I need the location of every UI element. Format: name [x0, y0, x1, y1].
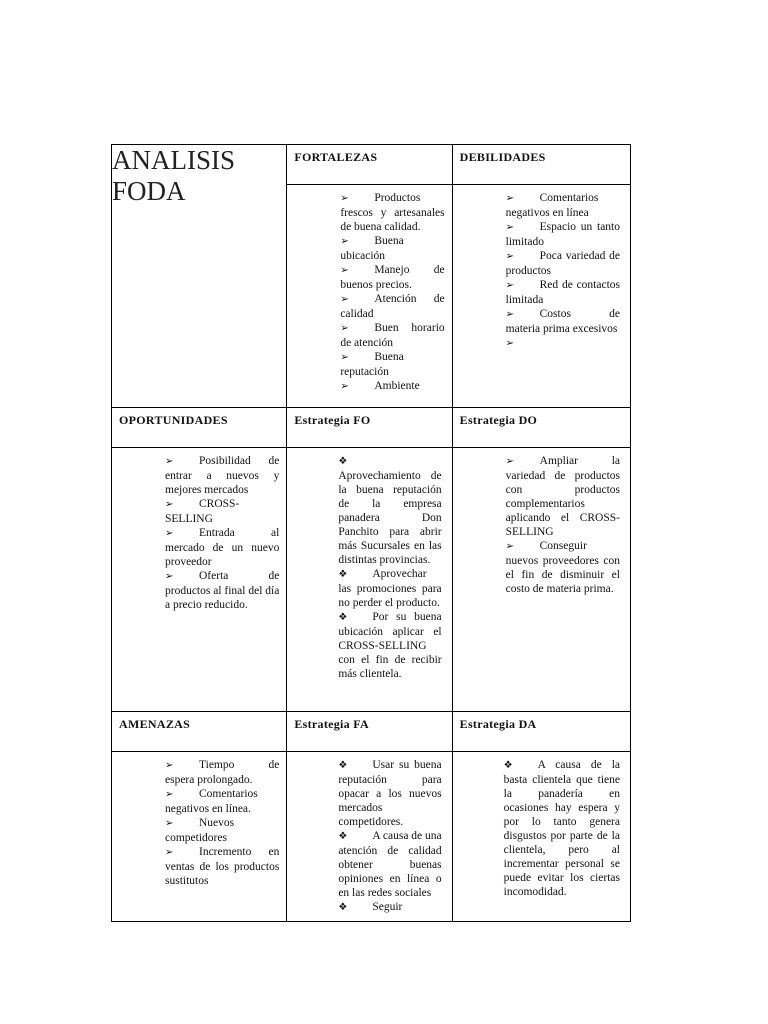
fa-cell	[287, 752, 452, 922]
oportunidades-header-cell	[112, 408, 287, 448]
do-cell	[452, 448, 630, 712]
arrow-bullet-icon: ➢	[165, 528, 174, 539]
list-item-text: Buena ubicación	[340, 235, 404, 262]
list-item-text: Oferta de productos al final del día a precio reducido.	[165, 570, 280, 611]
diamond-bullet-icon: ❖	[338, 456, 348, 467]
arrow-bullet-icon: ➢	[165, 456, 174, 467]
fo-cell	[287, 448, 452, 712]
list-item-text: Buen horario de atención	[340, 322, 445, 349]
da-cell	[452, 752, 630, 922]
list-item-text: Usar su buena reputación para opacar a los nuevos mercados competidores.	[338, 759, 442, 828]
list-item	[165, 758, 279, 787]
fo-header: Estrategia FO	[294, 413, 371, 427]
da-list	[453, 752, 630, 899]
list-item	[506, 307, 620, 336]
list-item	[340, 263, 444, 292]
list-item	[504, 758, 620, 899]
list-item	[338, 758, 441, 829]
list-item	[506, 249, 620, 278]
list-item	[165, 454, 279, 497]
arrow-bullet-icon: ➢	[340, 381, 349, 392]
list-item	[165, 526, 279, 569]
list-item	[340, 234, 444, 263]
list-item-text: Por su buena ubicación aplicar el CROSS-SELLING con el fin de recibir más clientela.	[338, 611, 442, 680]
arrow-bullet-icon: ➢	[340, 265, 349, 276]
arrow-bullet-icon: ➢	[340, 193, 349, 204]
arrow-bullet-icon: ➢	[165, 760, 174, 771]
debilidades-cell	[452, 185, 630, 408]
list-item	[338, 829, 441, 900]
oportunidades-header: OPORTUNIDADES	[119, 413, 228, 427]
da-header-cell	[452, 712, 630, 752]
list-item-text: Manejo de buenos precios.	[340, 264, 445, 291]
list-item-text: Seguir	[372, 901, 403, 913]
arrow-bullet-icon: ➢	[505, 338, 515, 349]
arrow-bullet-icon: ➢	[165, 789, 174, 800]
list-item	[338, 567, 441, 610]
arrow-bullet-icon: ➢	[165, 499, 174, 510]
list-item-text: Conseguir nuevos proveedores con el fin de disminuir el costo de materia prima.	[505, 540, 620, 595]
list-item-text: Entrada al mercado de un nuevo proveedor	[165, 527, 280, 568]
amenazas-header: AMENAZAS	[119, 717, 191, 731]
list-item-text: Ampliar la variedad de productos con productos complementarios aplicando el CROSS-SELLING	[505, 455, 620, 538]
title-cell	[112, 145, 287, 408]
fortalezas-cell	[287, 185, 452, 408]
header-row-3	[112, 712, 631, 752]
arrow-bullet-icon: ➢	[505, 251, 515, 262]
arrow-bullet-icon: ➢	[165, 818, 174, 829]
oportunidades-list	[112, 448, 286, 612]
list-item	[506, 454, 620, 539]
arrow-bullet-icon: ➢	[340, 236, 349, 247]
list-item-text: Posibilidad de entrar a nuevos y mejores mercados	[165, 455, 280, 496]
list-item	[340, 379, 444, 394]
list-item	[340, 292, 444, 321]
diamond-bullet-icon: ❖	[338, 612, 348, 623]
amenazas-list	[112, 752, 286, 888]
fortalezas-header: FORTALEZAS	[294, 150, 378, 164]
content-row-3	[112, 752, 631, 922]
title-line-2: FODA	[112, 176, 186, 206]
list-item-text: CROSS-SELLING	[165, 498, 240, 525]
debilidades-header-cell	[452, 145, 630, 185]
list-item-text: Buena reputación	[340, 351, 404, 378]
list-item	[338, 610, 441, 681]
arrow-bullet-icon: ➢	[505, 193, 515, 204]
content-row-2	[112, 448, 631, 712]
diamond-bullet-icon: ❖	[338, 760, 348, 771]
list-item-text: A causa de la basta clientela que tiene la panadería en ocasiones hay espera y por lo tanto genera disgustos por parte de la clientela, pero al incrementar personal se puede evitar los ciertas incomodidad.	[503, 759, 620, 898]
header-row-2	[112, 408, 631, 448]
fa-header: Estrategia FA	[294, 717, 369, 731]
list-item	[165, 497, 279, 526]
do-header: Estrategia DO	[459, 413, 538, 427]
arrow-bullet-icon: ➢	[505, 280, 515, 291]
list-item-text: Tiempo de espera prolongado.	[165, 759, 280, 786]
list-item-text: Ambiente	[374, 380, 420, 392]
fortalezas-list	[287, 185, 451, 394]
arrow-bullet-icon: ➢	[505, 222, 515, 233]
fo-list	[287, 448, 451, 681]
list-item	[340, 191, 444, 234]
list-item-text: Comentarios negativos en línea.	[165, 788, 258, 815]
list-item-text: Red de contactos limitada	[505, 279, 620, 306]
list-item-text: Atención de calidad	[340, 293, 445, 320]
list-item	[165, 787, 279, 816]
arrow-bullet-icon: ➢	[340, 352, 349, 363]
fa-list	[287, 752, 451, 915]
do-list	[453, 448, 630, 596]
title-line-1: ANALISIS	[112, 145, 236, 175]
diamond-bullet-icon: ❖	[338, 902, 348, 913]
fortalezas-header-cell	[287, 145, 452, 185]
amenazas-cell	[112, 752, 287, 922]
list-item-text: A causa de una atención de calidad obtener buenas opiniones en línea o en las redes sociales	[338, 830, 442, 899]
list-item	[506, 191, 620, 220]
list-item-text: Aprovechar las promociones para no perder el producto.	[338, 568, 442, 609]
list-item-text: Espacio un tanto limitado	[505, 221, 620, 248]
arrow-bullet-icon: ➢	[505, 456, 515, 467]
list-item-text: Productos frescos y artesanales de buena calidad.	[340, 192, 445, 233]
list-item-text: Aprovechamiento de la buena reputación de la empresa panadera Don Panchito para abrir más Sucursales en las distintas provincias.	[338, 470, 442, 566]
fa-header-cell	[287, 712, 452, 752]
list-item-text: Costos de materia prima excesivos	[505, 308, 620, 335]
foda-table	[111, 144, 631, 922]
diamond-bullet-icon: ❖	[338, 831, 348, 842]
debilidades-list	[453, 185, 630, 351]
list-item-text: Comentarios negativos en línea	[505, 192, 599, 219]
diamond-bullet-icon: ❖	[338, 569, 348, 580]
list-item	[165, 569, 279, 612]
list-item-text: Nuevos competidores	[165, 817, 235, 844]
list-item	[506, 336, 620, 351]
list-item	[340, 321, 444, 350]
arrow-bullet-icon: ➢	[505, 309, 515, 320]
list-item	[165, 845, 279, 888]
list-item	[165, 816, 279, 845]
list-item	[506, 220, 620, 249]
header-row-1	[112, 145, 631, 185]
arrow-bullet-icon: ➢	[165, 847, 174, 858]
do-header-cell	[452, 408, 630, 448]
fo-header-cell	[287, 408, 452, 448]
amenazas-header-cell	[112, 712, 287, 752]
list-item	[506, 539, 620, 596]
debilidades-header: DEBILIDADES	[459, 150, 546, 164]
oportunidades-cell	[112, 448, 287, 712]
arrow-bullet-icon: ➢	[340, 294, 349, 305]
list-item	[506, 278, 620, 307]
da-header: Estrategia DA	[459, 717, 537, 731]
diamond-bullet-icon: ❖	[503, 760, 513, 771]
list-item	[338, 454, 441, 567]
list-item	[338, 900, 441, 915]
list-item-text: Poca variedad de productos	[505, 250, 620, 277]
list-item	[340, 350, 444, 379]
arrow-bullet-icon: ➢	[165, 571, 174, 582]
arrow-bullet-icon: ➢	[505, 541, 515, 552]
list-item-text: Incremento en ventas de los productos sustitutos	[165, 846, 280, 887]
arrow-bullet-icon: ➢	[340, 323, 349, 334]
